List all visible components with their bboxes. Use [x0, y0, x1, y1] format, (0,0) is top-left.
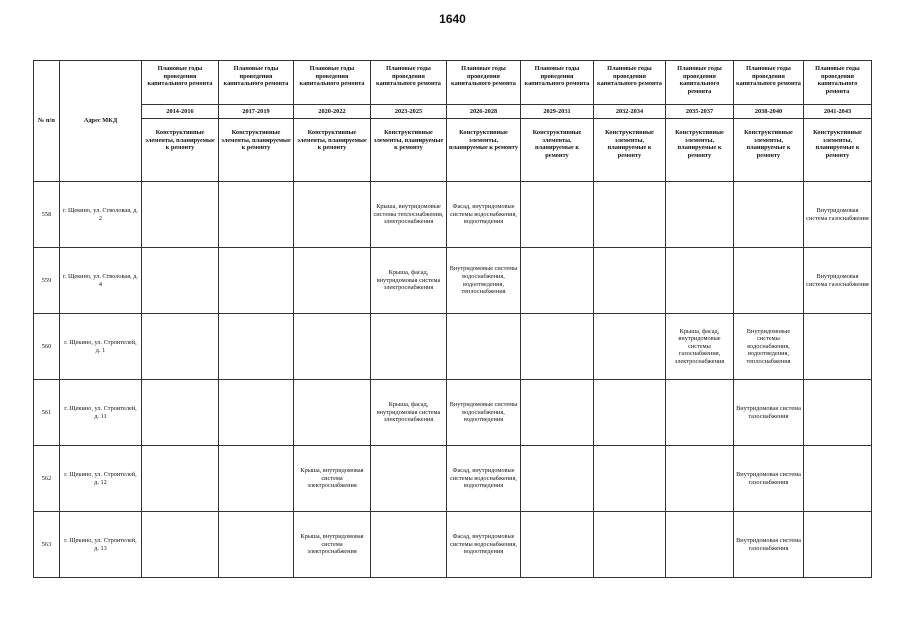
column-title: Плановые годы проведения капитального ремонта [142, 61, 219, 105]
column-description: Конструктивные элементы, планируемые к ремонту [371, 119, 447, 182]
repair-cell [371, 314, 447, 380]
repair-cell: Фасад, внутридомовые системы водоснабжения, водоотведения [447, 512, 521, 578]
table-row [34, 248, 872, 314]
repair-cell [294, 182, 371, 248]
repair-cell: Внутридомовая система газоснабжения [734, 446, 804, 512]
repair-cell [666, 380, 734, 446]
repair-cell [594, 380, 666, 446]
repair-cell [142, 182, 219, 248]
column-description: Конструктивные элементы, планируемые к ремонту [521, 119, 594, 182]
repair-cell [294, 248, 371, 314]
repair-cell [219, 182, 294, 248]
row-number: 560 [34, 314, 60, 380]
column-title: Плановые годы проведения капитального ремонта [666, 61, 734, 105]
repair-cell [594, 446, 666, 512]
row-address: г. Щекино, ул. Строителей, д. 13 [60, 512, 142, 578]
column-description: Конструктивные элементы, планируемые к ремонту [219, 119, 294, 182]
repair-cell [219, 314, 294, 380]
repair-cell: Внутридомовая система газоснабжения [734, 512, 804, 578]
column-title: Плановые годы проведения капитального ремонта [294, 61, 371, 105]
repair-cell: Фасад, внутридомовые системы водоснабжения, водоотведения [447, 446, 521, 512]
num-header: № п/п [34, 61, 60, 182]
repair-cell [142, 512, 219, 578]
repair-cell [294, 380, 371, 446]
column-title: Плановые годы проведения капитального ремонта [521, 61, 594, 105]
repair-cell [294, 314, 371, 380]
repair-cell [734, 248, 804, 314]
column-description: Конструктивные элементы, планируемые к ремонту [594, 119, 666, 182]
column-years: 2023-2025 [371, 105, 447, 119]
header-row-years [34, 105, 872, 119]
row-address: г. Щекино, ул. Строителей, д. 1 [60, 314, 142, 380]
repair-cell: Крыша, внутридомовая система электроснабжения [294, 512, 371, 578]
page-number: 1640 [439, 12, 466, 26]
table-row [34, 446, 872, 512]
row-number: 558 [34, 182, 60, 248]
repair-cell [371, 512, 447, 578]
repair-cell [594, 248, 666, 314]
column-title: Плановые годы проведения капитального ремонта [447, 61, 521, 105]
table-row [34, 380, 872, 446]
table-row [34, 182, 872, 248]
row-number: 559 [34, 248, 60, 314]
column-title: Плановые годы проведения капитального ремонта [371, 61, 447, 105]
column-title: Плановые годы проведения капитального ремонта [804, 61, 872, 105]
repair-cell [142, 380, 219, 446]
repair-cell [521, 380, 594, 446]
repair-cell: Крыша, фасад, внутридомовая система электроснабжения [371, 248, 447, 314]
column-title: Плановые годы проведения капитального ремонта [594, 61, 666, 105]
repair-cell: Внутридомовые системы водоснабжения, водоотведения, теплоснабжения [447, 248, 521, 314]
repair-cell [142, 446, 219, 512]
repair-cell: Крыша, фасад, внутридомовые системы газоснабжения, электроснабжения [666, 314, 734, 380]
repair-cell: Крыша, внутридомовая система электроснабжения [294, 446, 371, 512]
repair-cell [219, 248, 294, 314]
row-number: 563 [34, 512, 60, 578]
repair-cell [521, 314, 594, 380]
column-description: Конструктивные элементы, планируемые к ремонту [734, 119, 804, 182]
repair-cell: Внутридомовые системы водоснабжения, водоотведения [447, 380, 521, 446]
column-title: Плановые годы проведения капитального ремонта [219, 61, 294, 105]
repair-cell: Внутридомовая система газоснабжения [804, 248, 872, 314]
column-years: 2020-2022 [294, 105, 371, 119]
table-row [34, 512, 872, 578]
repair-cell [521, 182, 594, 248]
column-years: 2041-2043 [804, 105, 872, 119]
repair-cell [734, 182, 804, 248]
row-address: г. Щекино, ул. Строителей, д. 11 [60, 380, 142, 446]
repair-cell [521, 248, 594, 314]
repair-cell [447, 314, 521, 380]
column-years: 2032-2034 [594, 105, 666, 119]
column-years: 2035-2037 [666, 105, 734, 119]
repair-cell: Крыша, фасад, внутридомовая система электроснабжения [371, 380, 447, 446]
repair-cell [594, 512, 666, 578]
repair-cell [521, 512, 594, 578]
row-number: 562 [34, 446, 60, 512]
column-years: 2017-2019 [219, 105, 294, 119]
address-header: Адрес МКД [60, 61, 142, 182]
repair-cell: Внутридомовые системы водоснабжения, водоотведения, теплоснабжения [734, 314, 804, 380]
repair-cell [804, 512, 872, 578]
repair-cell [804, 380, 872, 446]
header-row-descriptions [34, 119, 872, 182]
repair-cell [219, 380, 294, 446]
header-row-titles [34, 61, 872, 105]
repair-cell [142, 314, 219, 380]
column-years: 2038-2040 [734, 105, 804, 119]
repair-cell [219, 512, 294, 578]
column-years: 2026-2028 [447, 105, 521, 119]
column-description: Конструктивные элементы, планируемые к ремонту [294, 119, 371, 182]
repair-cell [219, 446, 294, 512]
repair-cell [666, 182, 734, 248]
column-title: Плановые годы проведения капитального ремонта [734, 61, 804, 105]
repair-cell [371, 446, 447, 512]
repair-cell [666, 512, 734, 578]
repair-cell [666, 248, 734, 314]
repair-cell: Внутридомовая система газоснабжения [734, 380, 804, 446]
repair-cell: Крыша, внутридомовые системы теплоснабжения, электроснабжения [371, 182, 447, 248]
repair-cell [804, 314, 872, 380]
repair-cell: Фасад, внутридомовые системы водоснабжения, водоотведения [447, 182, 521, 248]
repair-cell [521, 446, 594, 512]
column-description: Конструктивные элементы, планируемые к ремонту [804, 119, 872, 182]
row-address: г. Щекино, ул. Строителей, д. 12 [60, 446, 142, 512]
column-years: 2014-2016 [142, 105, 219, 119]
row-address: г. Щекино, ул. Стволовая, д. 2 [60, 182, 142, 248]
column-description: Конструктивные элементы, планируемые к ремонту [142, 119, 219, 182]
column-description: Конструктивные элементы, планируемые к ремонту [447, 119, 521, 182]
repair-cell [142, 248, 219, 314]
repair-cell [594, 182, 666, 248]
repair-cell [804, 446, 872, 512]
column-description: Конструктивные элементы, планируемые к ремонту [666, 119, 734, 182]
repair-cell: Внутридомовая система газоснабжения [804, 182, 872, 248]
row-address: г. Щекино, ул. Стволовая, д. 4 [60, 248, 142, 314]
table-row [34, 314, 872, 380]
repair-cell [594, 314, 666, 380]
column-years: 2029-2031 [521, 105, 594, 119]
table-body [34, 182, 872, 578]
repair-cell [666, 446, 734, 512]
row-number: 561 [34, 380, 60, 446]
repair-schedule-table [33, 60, 872, 578]
